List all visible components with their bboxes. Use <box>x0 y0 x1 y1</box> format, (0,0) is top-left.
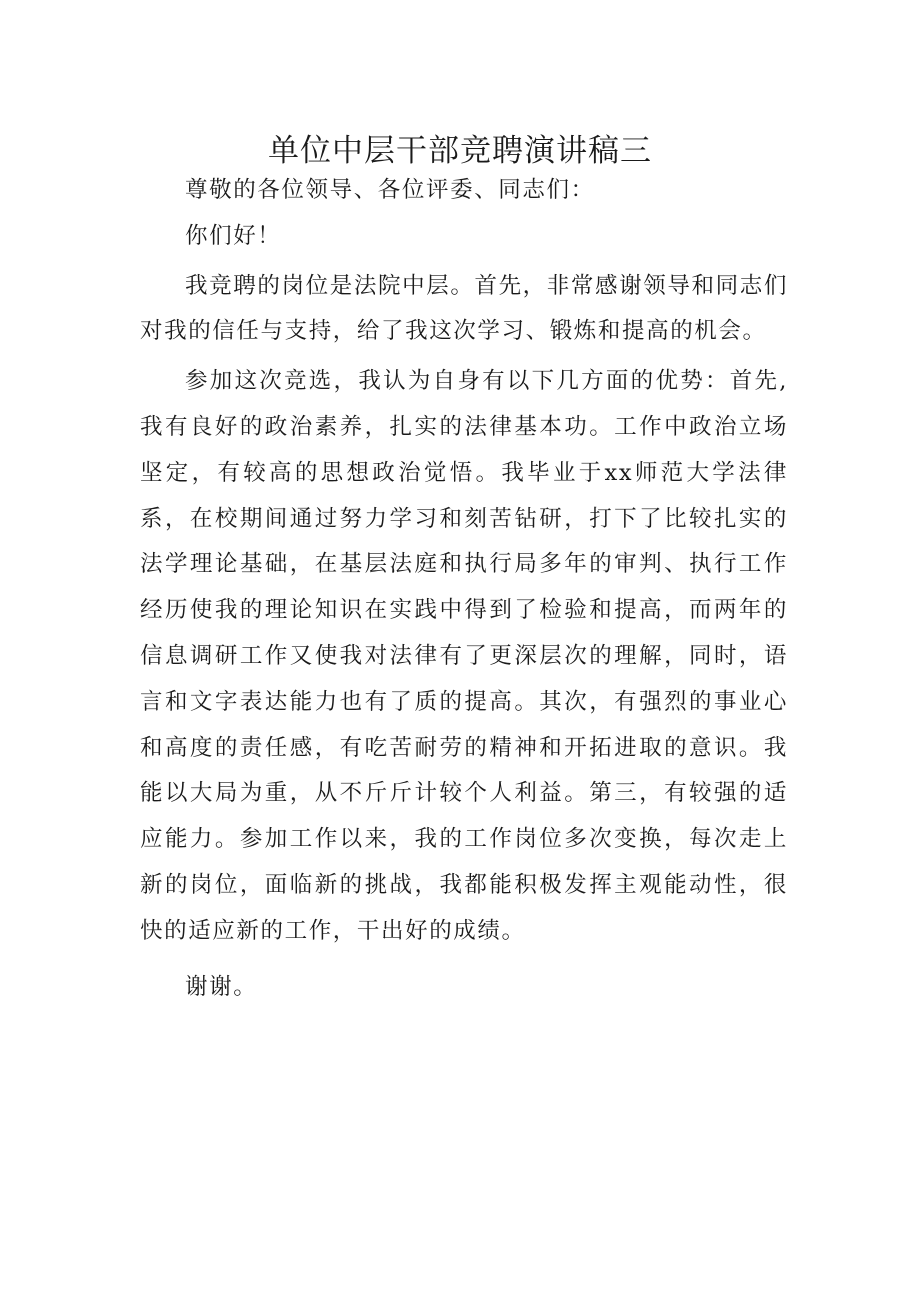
closing: 谢谢。 <box>185 973 258 1000</box>
paragraph-spacer <box>140 955 788 965</box>
salutation: 尊敬的各位领导、各位评委、同志们： <box>185 177 595 203</box>
document-title: 单位中层干部竞聘演讲稿三 <box>268 133 652 169</box>
paragraph-position: 我竞聘的岗位是法院中层。首先，非常感谢领导和同志们对我的信任与支持，给了我这次学习、锻炼和提高的机会。 <box>140 272 788 345</box>
document-body <box>140 168 788 1010</box>
paragraph-advantages: 参加这次竞选，我认为自身有以下几方面的优势：首先,我有良好的政治素养，扎实的法律基本功。工作中政治立场坚定，有较高的思想政治觉悟。我毕业于xx师范大学法律系，在校期间通过努力学习和刻苦钻研，打下了比较扎实的法学理论基础，在基层法庭和执行局多年的审判、执行工作经历使我的理论知识在实践中得到了检验和提高，而两年的信息调研工作又使我对法律有了更深层次的理解，同时，语言和文字表达能力也有了质的提高。其次，有强烈的事业心和高度的责任感，有吃苦耐劳的精神和开拓进取的意识。我能以大局为重，从不斤斤计较个人利益。第三，有较强的适应能力。参加工作以来，我的工作岗位多次变换，每次走上新的岗位，面临新的挑战，我都能积极发挥主观能动性，很快的适应新的工作，干出好的成绩。 <box>140 368 788 944</box>
greeting: 你们好！ <box>185 222 282 249</box>
